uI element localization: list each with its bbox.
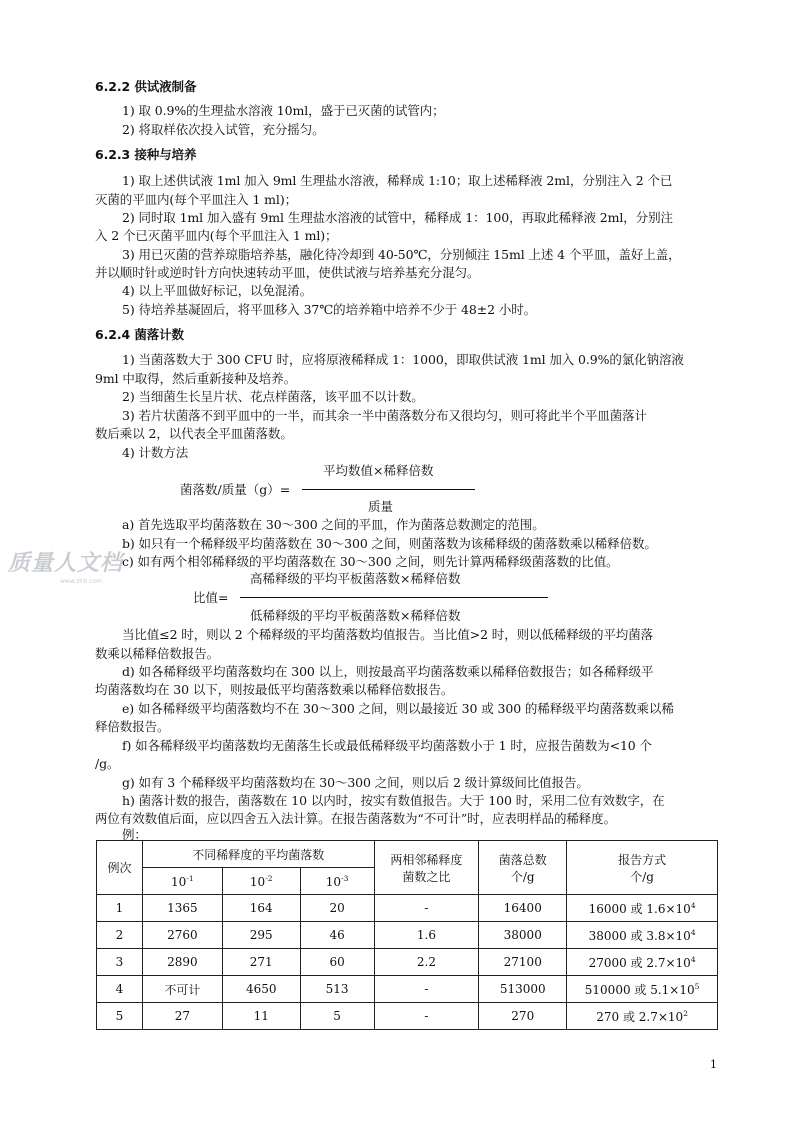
paragraph-line: 9ml 中取得，然后重新接种及培养。 [95,371,296,386]
table-row [97,949,718,976]
rule-line: 均菌落数均在 30 以下，则按最低平均菌落数乘以稀释倍数报告。 [95,682,454,697]
cell-dilution-2: 295 [222,922,300,949]
formula2-denominator: 低稀释级的平均平板菌落数×稀释倍数 [250,608,461,623]
header-total [479,841,567,895]
watermark-url: www.zlrb.com [60,578,102,585]
paragraph-line: 2) 当细菌生长呈片状、花点样菌落，该平皿不以计数。 [122,389,424,404]
cell-case: 4 [97,976,143,1003]
header-dilution-3 [300,868,374,895]
cell-dilution-2: 271 [222,949,300,976]
section-heading-623: 6.2.3 接种与培养 [95,147,197,162]
dilution-exp: -1 [186,873,194,883]
cell-case: 5 [97,1003,143,1030]
report-exponent: 5 [694,981,700,991]
formula1-fraction-bar [302,489,475,490]
rule-line: f) 如各稀释级平均菌落数均无菌落生长或最低稀释级平均菌落数小于 1 时，应报告菌数为<10 个 [122,738,652,753]
cell-dilution-2: 164 [222,895,300,922]
rule-line: 数乘以稀释倍数报告。 [95,646,220,661]
dilution-base: 10 [249,874,266,889]
formula2-fraction-bar [240,597,548,598]
cell-ratio: 1.6 [374,922,479,949]
cell-dilution-1: 1365 [142,895,222,922]
paragraph-line: 2) 同时取 1ml 加入盛有 9ml 生理盐水溶液的试管中，稀释成 1：100，再取此稀释液 2ml，分别注 [122,210,673,225]
paragraph-line: 灭菌的平皿内(每个平皿注入 1 ml)； [95,192,298,207]
table-row [97,1003,718,1030]
paragraph-line: 3) 若片状菌落不到平皿中的一半，而其余一半中菌落数分布又很均匀，则可将此半个平皿菌落计 [122,408,647,423]
cell-dilution-1: 2760 [142,922,222,949]
dilution-exp: -2 [265,873,273,883]
rule-line: h) 菌落计数的报告，菌落数在 10 以内时，按实有数值报告。大于 100 时，采用二位有效数字，在 [122,793,665,808]
header-ratio [374,841,479,895]
cell-total: 27100 [479,949,567,976]
rule-line: c) 如有两个相邻稀释级的平均菌落数在 30～300 之间，则先计算两稀释级菌落数的比值。 [122,554,619,569]
header-ratio-line1: 两相邻稀释度 [390,852,463,867]
header-dilution-group: 不同稀释度的平均菌落数 [142,841,374,868]
report-text: 270 或 2.7×10 [596,1009,684,1024]
rule-line: 当比值≤2 时，则以 2 个稀释级的平均菌落数均值报告。当比值>2 时，则以低稀释级的平均菌落 [122,627,654,642]
cell-report [567,976,718,1003]
paragraph-line: 3) 用已灭菌的营养琼脂培养基，融化待冷却到 40-50℃，分别倾注 15ml 上述 4 个平皿，盖好上盖， [122,247,681,262]
cell-dilution-2: 11 [222,1003,300,1030]
cell-dilution-2: 4650 [222,976,300,1003]
cell-total: 270 [479,1003,567,1030]
cell-dilution-1: 不可计 [142,976,222,1003]
report-exponent: 2 [683,1008,688,1018]
formula2-lhs: 比值= [193,590,229,605]
cell-case: 1 [97,895,143,922]
header-report-line2: 个/g [630,869,654,884]
header-total-line2: 个/g [510,869,535,884]
header-dilution-1 [142,868,222,895]
section-heading-622: 6.2.2 供试液制备 [95,79,197,94]
cell-dilution-1: 2890 [142,949,222,976]
rule-line: d) 如各稀释级平均菌落数均在 300 以上，则按最高平均菌落数乘以稀释倍数报告；如各稀释级平 [122,664,654,679]
report-text: 510000 或 5.1×10 [584,982,695,997]
paragraph-line: 1) 取上述供试液 1ml 加入 9ml 生理盐水溶液，稀释成 1:10；取上述稀释液 2ml，分别注入 2 个已 [122,173,673,188]
paragraph-line: 数后乘以 2，以代表全平皿菌落数。 [95,426,293,441]
header-ratio-line2: 菌数之比 [402,869,451,884]
header-dilution-2 [222,868,300,895]
rule-line: a) 首先选取平均菌落数在 30～300 之间的平皿，作为菌落总数测定的范围。 [122,517,545,532]
rule-line: g) 如有 3 个稀释级平均菌落数均在 30～300 之间，则以后 2 级计算级间比值报告。 [122,775,589,790]
paragraph-line: 入 2 个已灭菌平皿内(每个平皿注入 1 ml)； [95,228,338,243]
paragraph-line: 并以顺时针或逆时针方向快速转动平皿，使供试液与培养基充分混匀。 [95,265,480,280]
rule-line: 例： [122,827,147,842]
report-exponent: 4 [690,954,696,964]
cell-report [567,949,718,976]
rule-line: b) 如只有一个稀释级平均菌落数在 30～300 之间，则菌落数为该稀释级的菌落数乘以稀释倍数。 [122,536,657,551]
cell-report [567,922,718,949]
rule-line: e) 如各稀释级平均菌落数均不在 30～300 之间，则以最接近 30 或 300 的稀释级平均菌落数乘以稀 [122,701,674,716]
paragraph-line: 2) 将取样依次投入试管，充分摇匀。 [122,122,325,137]
header-report-line1: 报告方式 [618,852,667,867]
table-row [97,922,718,949]
cell-ratio: - [374,976,479,1003]
cell-dilution-3: 513 [300,976,374,1003]
rule-line: 释倍数报告。 [95,719,170,734]
rule-line: 两位有效数值后面，应以四舍五入法计算。在报告菌落数为“不可计”时，应表明样品的稀释度。 [95,811,616,826]
paragraph-line: 4) 以上平皿做好标记，以免混淆。 [122,283,313,298]
cell-ratio: - [374,895,479,922]
cell-total: 16400 [479,895,567,922]
report-exponent: 4 [690,927,696,937]
page-number: 1 [710,1058,717,1071]
cell-dilution-1: 27 [142,1003,222,1030]
cell-case: 3 [97,949,143,976]
dilution-base: 10 [325,874,342,889]
cell-report [567,1003,718,1030]
dilution-base: 10 [171,874,187,889]
formula2-numerator: 高稀释级的平均平板菌落数×稀释倍数 [250,571,461,586]
cell-dilution-3: 5 [300,1003,374,1030]
formula1-numerator: 平均数值×稀释倍数 [323,463,434,478]
cell-dilution-3: 46 [300,922,374,949]
report-text: 16000 或 1.6×10 [588,901,691,916]
formula1-lhs: 菌落数/质量（g）= [180,482,291,497]
table-row [97,976,718,1003]
header-report [567,841,718,895]
report-exponent: 4 [690,900,696,910]
cell-dilution-3: 20 [300,895,374,922]
cell-case: 2 [97,922,143,949]
header-total-line1: 菌落总数 [498,852,547,867]
cell-dilution-3: 60 [300,949,374,976]
watermark-logo: 质量人文档 [8,551,124,576]
section-heading-624: 6.2.4 菌落计数 [95,327,184,342]
cell-ratio: - [374,1003,479,1030]
paragraph-line: 1) 当菌落数大于 300 CFU 时，应将原液稀释成 1：1000，即取供试液 1ml 加入 0.9%的氯化钠溶液 [122,352,684,367]
rule-line: /g。 [95,756,120,771]
colony-count-example-table [96,840,718,1030]
table-row [97,895,718,922]
header-case: 例次 [97,841,143,895]
paragraph-line: 5) 待培养基凝固后，将平皿移入 37℃的培养箱中培养不少于 48±2 小时。 [122,302,537,317]
paragraph-line: 4) 计数方法 [122,445,189,460]
formula1-denominator: 质量 [368,499,394,514]
cell-total: 513000 [479,976,567,1003]
cell-ratio: 2.2 [374,949,479,976]
report-text: 27000 或 2.7×10 [588,955,691,970]
paragraph-line: 1) 取 0.9%的生理盐水溶液 10ml，盛于已灭菌的试管内； [122,103,445,118]
cell-total: 38000 [479,922,567,949]
dilution-exp: -3 [341,873,349,883]
cell-report [567,895,718,922]
report-text: 38000 或 3.8×10 [588,928,691,943]
